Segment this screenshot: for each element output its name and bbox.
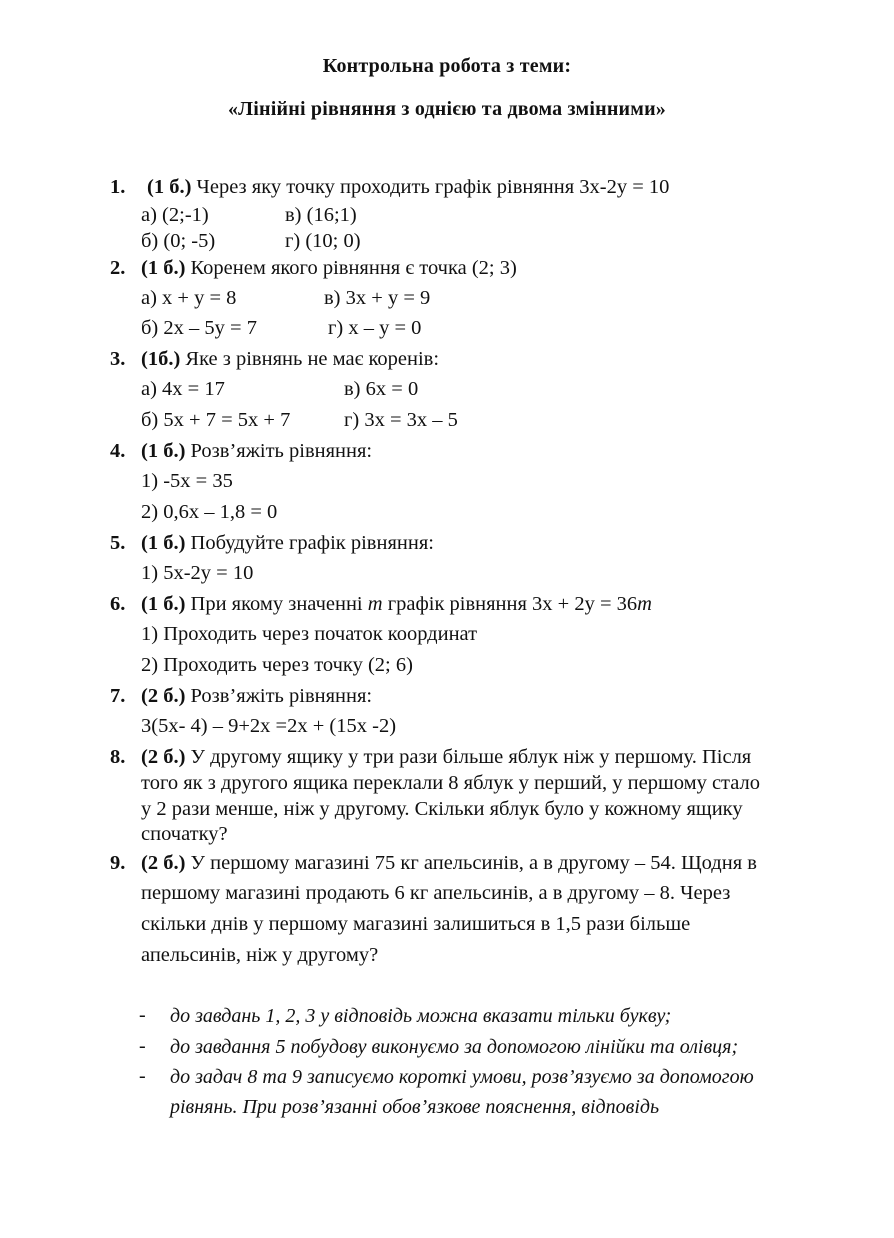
task-question: Побудуйте графік рівняння:: [185, 532, 434, 554]
task-number: 7.: [110, 685, 126, 707]
task-2: [110, 256, 125, 280]
task-1: [110, 175, 125, 199]
task-3: [110, 347, 125, 371]
task-points: (1б.): [141, 348, 181, 370]
page-subtitle: «Лінійні рівняння з однією та двома змінними»: [227, 98, 667, 120]
note-bullet: -: [139, 1065, 146, 1087]
task-6-text: [141, 592, 652, 616]
sub-item: 1) 5х-2у = 10: [141, 562, 254, 584]
task-text-line: того як з другого ящика переклали 8 яблук у перший, у першому стало: [141, 772, 761, 794]
option-v: в) (16;1): [285, 204, 357, 226]
task-text-line: скільки днів у першому магазині залишиться в 1,5 рази більше: [141, 913, 691, 935]
option-b: б) 5х + 7 = 5х + 7: [141, 409, 291, 431]
option-a: а) х + у = 8: [141, 287, 237, 309]
task-6: [110, 592, 125, 616]
task-question: У другому ящику у три рази більше яблук ніж у першому. Після: [185, 746, 752, 768]
task-4: [110, 439, 125, 463]
note-bullet: -: [139, 1004, 146, 1026]
sub-item: 3(5х- 4) – 9+2х =2х + (15х -2): [141, 715, 397, 737]
task-question: Розв’яжіть рівняння:: [185, 440, 373, 462]
option-g: г) (10; 0): [285, 230, 361, 252]
task-question: Розв’яжіть рівняння:: [185, 685, 373, 707]
task-question: Яке з рівнянь не має коренів:: [180, 348, 440, 370]
task-points: (1 б.): [141, 593, 186, 615]
task-3-text: [141, 347, 439, 371]
task-points: (2 б.): [141, 852, 186, 874]
task-number: 9.: [110, 852, 126, 874]
task-number: 4.: [110, 440, 126, 462]
task-4-text: [141, 439, 372, 463]
option-a: а) (2;-1): [141, 204, 209, 226]
task-question: У першому магазині 75 кг апельсинів, а в другому – 54. Щодня в: [185, 852, 757, 874]
option-g: г) х – у = 0: [328, 317, 422, 339]
note-1: до завдань 1, 2, 3 у відповідь можна вказати тільки букву;: [170, 1005, 672, 1027]
page-title: Контрольна робота з теми:: [322, 55, 572, 77]
task-text-line: першому магазині продають 6 кг апельсинів, а в другому – 8. Через: [141, 882, 731, 904]
sub-item: 2) Проходить через точку (2; 6): [141, 654, 413, 676]
note-3: до задач 8 та 9 записуємо короткі умови, розв’язуємо за допомогою: [170, 1066, 754, 1088]
option-a: а) 4х = 17: [141, 378, 225, 400]
task-points: (2 б.): [141, 746, 186, 768]
variable-m: m: [637, 593, 652, 615]
option-v: в) 6х = 0: [344, 378, 419, 400]
sub-item: 1) Проходить через початок координат: [141, 623, 478, 645]
task-7-text: [141, 684, 372, 708]
option-b: б) 2х – 5у = 7: [141, 317, 257, 339]
task-points: (1 б.): [141, 440, 186, 462]
task-question-cont: графік рівняння 3х + 2у = 36: [382, 593, 638, 615]
task-number: 3.: [110, 348, 126, 370]
option-v: в) 3х + у = 9: [324, 287, 431, 309]
task-question: Коренем якого рівняння є точка (2; 3): [185, 257, 517, 279]
task-5-text: [141, 531, 434, 555]
task-1-text: [147, 175, 669, 199]
task-7: [110, 684, 125, 708]
task-8: [110, 745, 125, 769]
note-2: до завдання 5 побудову виконуємо за допомогою лінійки та олівця;: [170, 1036, 739, 1058]
task-number: 8.: [110, 746, 126, 768]
task-question: При якому значенні: [185, 593, 368, 615]
note-3-cont: рівнянь. При розв’язанні обов’язкове пояснення, відповідь: [170, 1096, 660, 1118]
task-text-line: спочатку?: [141, 823, 228, 845]
task-2-text: [141, 256, 517, 280]
sub-item: 2) 0,6х – 1,8 = 0: [141, 501, 278, 523]
task-number: 5.: [110, 532, 126, 554]
task-number: 2.: [110, 257, 126, 279]
task-number: 6.: [110, 593, 126, 615]
task-text-line: у 2 рази менше, ніж у другому. Скільки яблук було у кожному ящику: [141, 798, 743, 820]
task-question: Через яку точку проходить графік рівняння 3х-2у = 10: [191, 176, 670, 198]
variable-m: m: [367, 593, 383, 615]
task-points: (2 б.): [141, 685, 186, 707]
task-8-text: [141, 745, 751, 769]
task-points: (1 б.): [141, 257, 186, 279]
option-b: б) (0; -5): [141, 230, 216, 252]
task-5: [110, 531, 125, 555]
sub-item: 1) -5х = 35: [141, 470, 233, 492]
task-points: (1 б.): [147, 176, 192, 198]
task-9-text: [141, 851, 757, 875]
task-9: [110, 851, 125, 875]
note-bullet: -: [139, 1035, 146, 1057]
option-g: г) 3х = 3х – 5: [344, 409, 458, 431]
task-text-line: апельсинів, ніж у другому?: [141, 944, 379, 966]
task-number: 1.: [110, 176, 126, 198]
task-points: (1 б.): [141, 532, 186, 554]
